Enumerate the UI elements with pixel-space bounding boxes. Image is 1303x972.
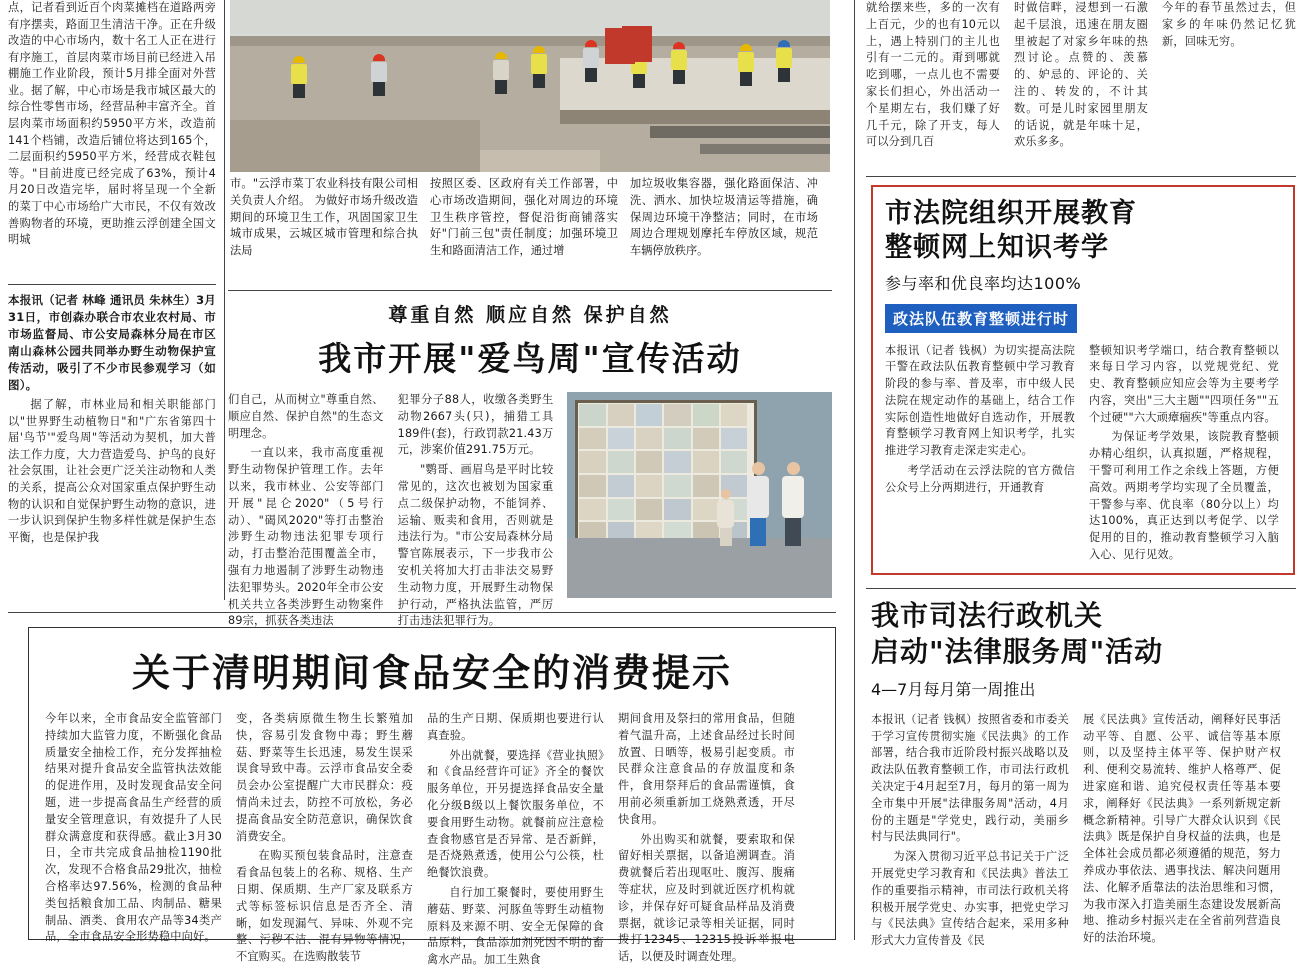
worker-figure [775, 40, 793, 82]
judicial-service-week-article [871, 598, 1295, 948]
horizontal-rule-bottom [8, 612, 836, 613]
top-left-article-body: 点，记者看到近百个肉菜摊档在道路两旁有序摆卖，路面卫生清洁干净。正在升级改造的中心市场内，数十名工人正在进行有序施工，首层肉菜市场目前已经进入吊棚施工作业阶段，预计5月排全面对外营业。据了解，中心市场是我市城区最大的综合性零售市场，经营品种丰富齐全。首层肉菜市场面积约5950平方米，改造前141个档铺，改造后铺位将达到165个，二层面积约5950平方米，经营成衣鞋包等。"目前进度已经完成了63%，预计4月20日改造完毕，届时将呈现一个全新的菜丁中心市场给广大市民，不仅有效改善购物者的环境，更助推云浮创建全国文明城 [8, 1, 216, 247]
column-rule-left [8, 284, 216, 285]
column-rule-right-2 [866, 588, 1296, 589]
top-left-article [8, 0, 216, 247]
photo-caption-columns [230, 176, 830, 276]
judicial-article-col-1: 本报讯（记者 钱枫）按照省委和市委关于学习宣传贯彻实施《民法典》的工作部署，结合我市近阶段村振兴战略以及政法队伍教育整顿工作，市司法行政机关决定于4月起至7月，每月的第一周为全市集中开展"法律服务周"活动，4月份的主题是"学党史，践行动，美丽乡村与民法典同行"。 为深入贯彻习近平总书记关于广泛开展党史学习教育和《民法典》普法工作的重要指示精神，市司法行政机关将积极开展学党史、办实事，把党史学习与《民法典》宣传结合起来，采用多种形式大力宣传普及《民 [871, 712, 1069, 948]
food-safety-headline: 关于清明期间食品安全的消费提示 [131, 651, 732, 695]
vertical-rule-2 [224, 0, 225, 600]
court-headline-line-2: 整顿网上知识考学 [885, 231, 1109, 263]
article-kicker: 尊重自然 顺应自然 保护自然 [388, 304, 672, 326]
worker-figure [370, 54, 388, 96]
vertical-rule [854, 0, 855, 940]
judicial-headline-line-2: 启动"法律服务周"活动 [871, 635, 1164, 669]
person-figure-adult [747, 462, 769, 546]
photo-caption-col-2: 按照区委、区政府有关工作部署，中心市场改造期间，强化对周边的环境卫生秩序管控，督促沿街商铺落实好"门前三包"责任制度；加强环境卫生和路面清洁工作，通过增 [430, 177, 618, 258]
court-article-col-1: 本报讯（记者 钱枫）为切实提高法院干警在政法队伍教育整顿中学习教育阶段的参与率、普及率，市中级人民法院在规定动作的基础上，结合工作实际创造性地做好自选动作，开展教育整顿学习教育网上知识考学，扎实推进学习教育走深走实走心。 考学活动在云浮法院的官方微信公众号上分两期进行，开通教育 [885, 343, 1075, 494]
court-education-article [871, 185, 1295, 575]
article-body: 据了解，市林业局和相关职能部门以"世界野生动植物日"和"广东省第四十届'鸟节'"爱鸟周"等活动为契机，加大普法工作力度，大力营造爱鸟、护鸟的良好社会氛围，让社会更广泛关注动物和人类的关系，提高公众对国家重点保护野生动物的认识和自觉保护野生动物的意识，进一步认识到保护生物多样性就是保护生态平衡，也是保护我 [8, 398, 216, 544]
right-top-col-3: 今年的春节虽然过去，但家乡的年味仍然记忆犹新，回味无穷。 [1162, 1, 1296, 48]
column-rule-right [866, 176, 1296, 177]
photo-steel-bar-1 [650, 126, 830, 138]
photo-steel-bar-2 [700, 144, 830, 154]
person-figure-child [717, 489, 734, 546]
worker-figure [290, 56, 308, 98]
food-article-col-3: 品的生产日期、保质期也要进行认真查验。 外出就餐，要选择《营业执照》和《食品经营许可证》齐全的餐饮服务单位，开另提选择食品安全量化分级B级以上餐饮服务单位，不要食用野生动物。就餐前应注意检查食物感官是否异常、是否新鲜，是否烧熟煮透，使用公勺公筷，杜绝餐饮浪费。 自行加工聚餐时，要使用野生蘑菇、野菜、河豚鱼等野生动植物原料及来源不明、安全无保障的食品原料，食品添加剂死因不明的畜禽水产品。加工生熟食 [427, 712, 604, 967]
photo-sand-pile [480, 150, 600, 172]
right-top-col-1: 就给摆来些，多的一次有上百元，少的也有10元以上，遇上特别门的主儿也引有一二元的。甭到哪就吃到哪，一点儿也不需要家长们担心，外出活动一个星期左右，我们赚了好几千元，除了开支，每人可以分到几百 [866, 1, 1000, 149]
article-byline: 本报讯（记者 林峰 通讯员 朱林生）3月31日，市创森办联合市农业农村局、市市场监督局、市公安局森林分局在市区南山森林公园共同举办野生动物保护宣传活动，吸引了不少市民参观学习（如图）。 [8, 293, 217, 393]
right-top-article [866, 0, 1296, 170]
worker-figure [582, 40, 600, 82]
bird-protection-sidebar [8, 292, 216, 592]
bird-article-col-2: 犯罪分子88人，收缴各类野生动物2667头(只)，捕猎工具189件(套)，行政罚款21.43万元，涉案价值291.75万元。 "鹦哥、画眉鸟是平时比较常见的，这次也被划为国家重点二级保护动物，不能饲养、运输、贩卖和食用，否则就是违法行为。"市公安局森林分局警官陈展表示，下一步我市公安机关将加大打击非法交易野生动物力度，开展野生动物保护行动，严格执法监管，严厉打击违法犯罪行为。 [397, 393, 554, 628]
judicial-article-col-2: 展《民法典》宣传活动，阐释好民事活动平等、自愿、公平、诚信等基本原则，以及坚持主体平等、保护财产权利、便利交易流转、维护人格尊严、促进家庭和谐、追究侵权责任等基本要求，阐释好《民法典》一系列新规定新概念新精神。引导广大群众认识到《民法典》既是保护自身权益的法典，也是全体社会成员都必须遵循的规范，努力养成办事依法、遇事找法、解决问题用法、化解矛盾靠法的法治思维和习惯，为我市深入打造美丽生态建设发展新高地、推动乡村振兴走在全省前列营造良好的法治环境。 [1083, 712, 1281, 945]
bird-week-article [228, 300, 832, 628]
photo-rubble [230, 120, 480, 172]
judicial-subheadline: 4—7月每月第一周推出 [871, 679, 1036, 699]
right-top-col-2: 时做信畔，浸想到一石激起千层浪，迅速在朋友圈里被起了对家乡年味的热烈讨论。点赞的、羡慕的、妒忌的、评论的、关注的、转发的，不计其数。可是儿时家园里朋友的话说，就是年味十足，欢乐多多。 [1014, 1, 1148, 149]
bird-week-photo [567, 392, 832, 598]
site-sign [622, 26, 652, 62]
court-headline-line-1: 市法院组织开展教育 [885, 198, 1137, 229]
food-article-col-4: 期间食用及祭扫的常用食品，但随着气温升高，上述食品经过长时间放置、日晒等，极易引起变质。市民群众注意食品的存放温度和条件，食用祭拜后的食品需谨慎，食用前必须重新加工烧熟煮透，开尽快食用。 外出购买和就餐，要索取和保留好相关票据，以备追溯调查。消费就餐后若出现呕吐、腹泻、腹痛等症状，应及时到就近医疗机构就诊，并保存好可疑食品样品及消费票据，就诊记录等相关证据，同时拨打12345、12315投诉举报电话，以便及时调查处理。 [618, 712, 795, 964]
worker-figure [670, 42, 688, 84]
food-article-col-2: 变，各类病原微生物生长繁殖加快，容易引发食物中毒；野生蘑菇、野菜等生长迅速，易发生误采误食导致中毒。云浮市食品安全委员会办公室提醒广大市民群众：疫情尚未过去，防控不可放松，务必提高食品安全防范意识，确保饮食消费安全。 在购买预包装食品时，注意查看食品包装上的名称、规格、生产日期、保质期、生产厂家及联系方式等标签标识信息是否齐全、清晰，如发现漏气、异味、外观不完整、污秽不洁、混有异物等情况，不宜购买。在选购散装节 [236, 712, 413, 964]
photo-platform-edge [560, 110, 830, 124]
horizontal-rule-center [228, 290, 832, 291]
court-article-col-2: 整顿知识考学端口，结合教育整顿以来每日学习内容，以党规党纪、党史、教育整顿应知应会等为主要考学内容，突出"三大主题""四项任务""五个过硬""六大顽瘴痼疾"等重点内容。 为保证考学效果，该院教育整顿办精心组织，认真拟题，严格规程，干警可利用工作之余线上答题，方便高效。两期考学均实现了全员覆盖，干警参与率、优良率（80分以上）均达100%，真正达到以考促学、以学促用的目的，推动教育整顿学习入脑入心、见行见效。 [1089, 343, 1279, 562]
person-figure-adult [782, 462, 804, 546]
photo-caption-col-3: 加垃圾收集容器，强化路面保洁、冲洗、洒水、加快垃圾清运等措施，确保周边环境干净整洁；同时，在市场周边合理规划摩托车停放区域，规范车辆停放秩序。 [630, 177, 818, 258]
worker-figure [530, 46, 548, 88]
photo-caption-col-1: 市。"云浮市菜丁农业科技有限公司相关负责人介绍。 为做好市场升级改造期间的环境卫生工作，巩固国家卫生城市成果，云城区城市管理和综合执法局 [230, 177, 418, 258]
court-subheadline: 参与率和优良率均达100% [885, 273, 1082, 293]
campaign-flag-badge: 政法队伍教育整顿进行时 [885, 304, 1077, 333]
worker-figure [737, 44, 755, 86]
bird-article-col-1: 们自己，从而树立"尊重自然、顺应自然、保护自然"的生态文明理念。 一直以来，我市高度重视野生动物保护管理工作。去年以来，我市林业、公安等部门开展"昆仑2020"（5号行动）、"碣风2020"等打击整治涉野生动物违法犯罪专项行动，打击整治范围覆盖全市，强有力地遏制了涉野生动物违法犯罪势头。2020年全市公安机关共立各类涉野生动物案件89宗，抓获各类违法 [228, 393, 384, 628]
worker-figure [492, 52, 510, 94]
construction-photo [230, 0, 830, 172]
article-headline: 我市开展"爱鸟周"宣传活动 [318, 339, 742, 378]
food-article-col-1: 今年以来，全市食品安全监管部门持续加大监管力度，不断强化食品质量安全抽检工作，充分发挥抽检结果对提升食品安全监管执法效能的促进作用，及时发现食品安全问题，进一步提高食品生产经营的质量安全管理意识，有效提升了人民群众满意度和获得感。截止3月30日，全市共完成食品抽检1190批次，发现不合格食品29批次，抽检合格率达97.56%，检测的食品种类包括粮食加工品、肉制品、糖果制品、酒类、食用农产品等34类产品，全市食品安全形势稳中向好。 [45, 712, 222, 944]
food-safety-article [28, 627, 836, 967]
photo-ceiling [230, 0, 830, 34]
photo-pavement [567, 538, 832, 598]
judicial-headline-line-1: 我市司法行政机关 [871, 599, 1104, 632]
